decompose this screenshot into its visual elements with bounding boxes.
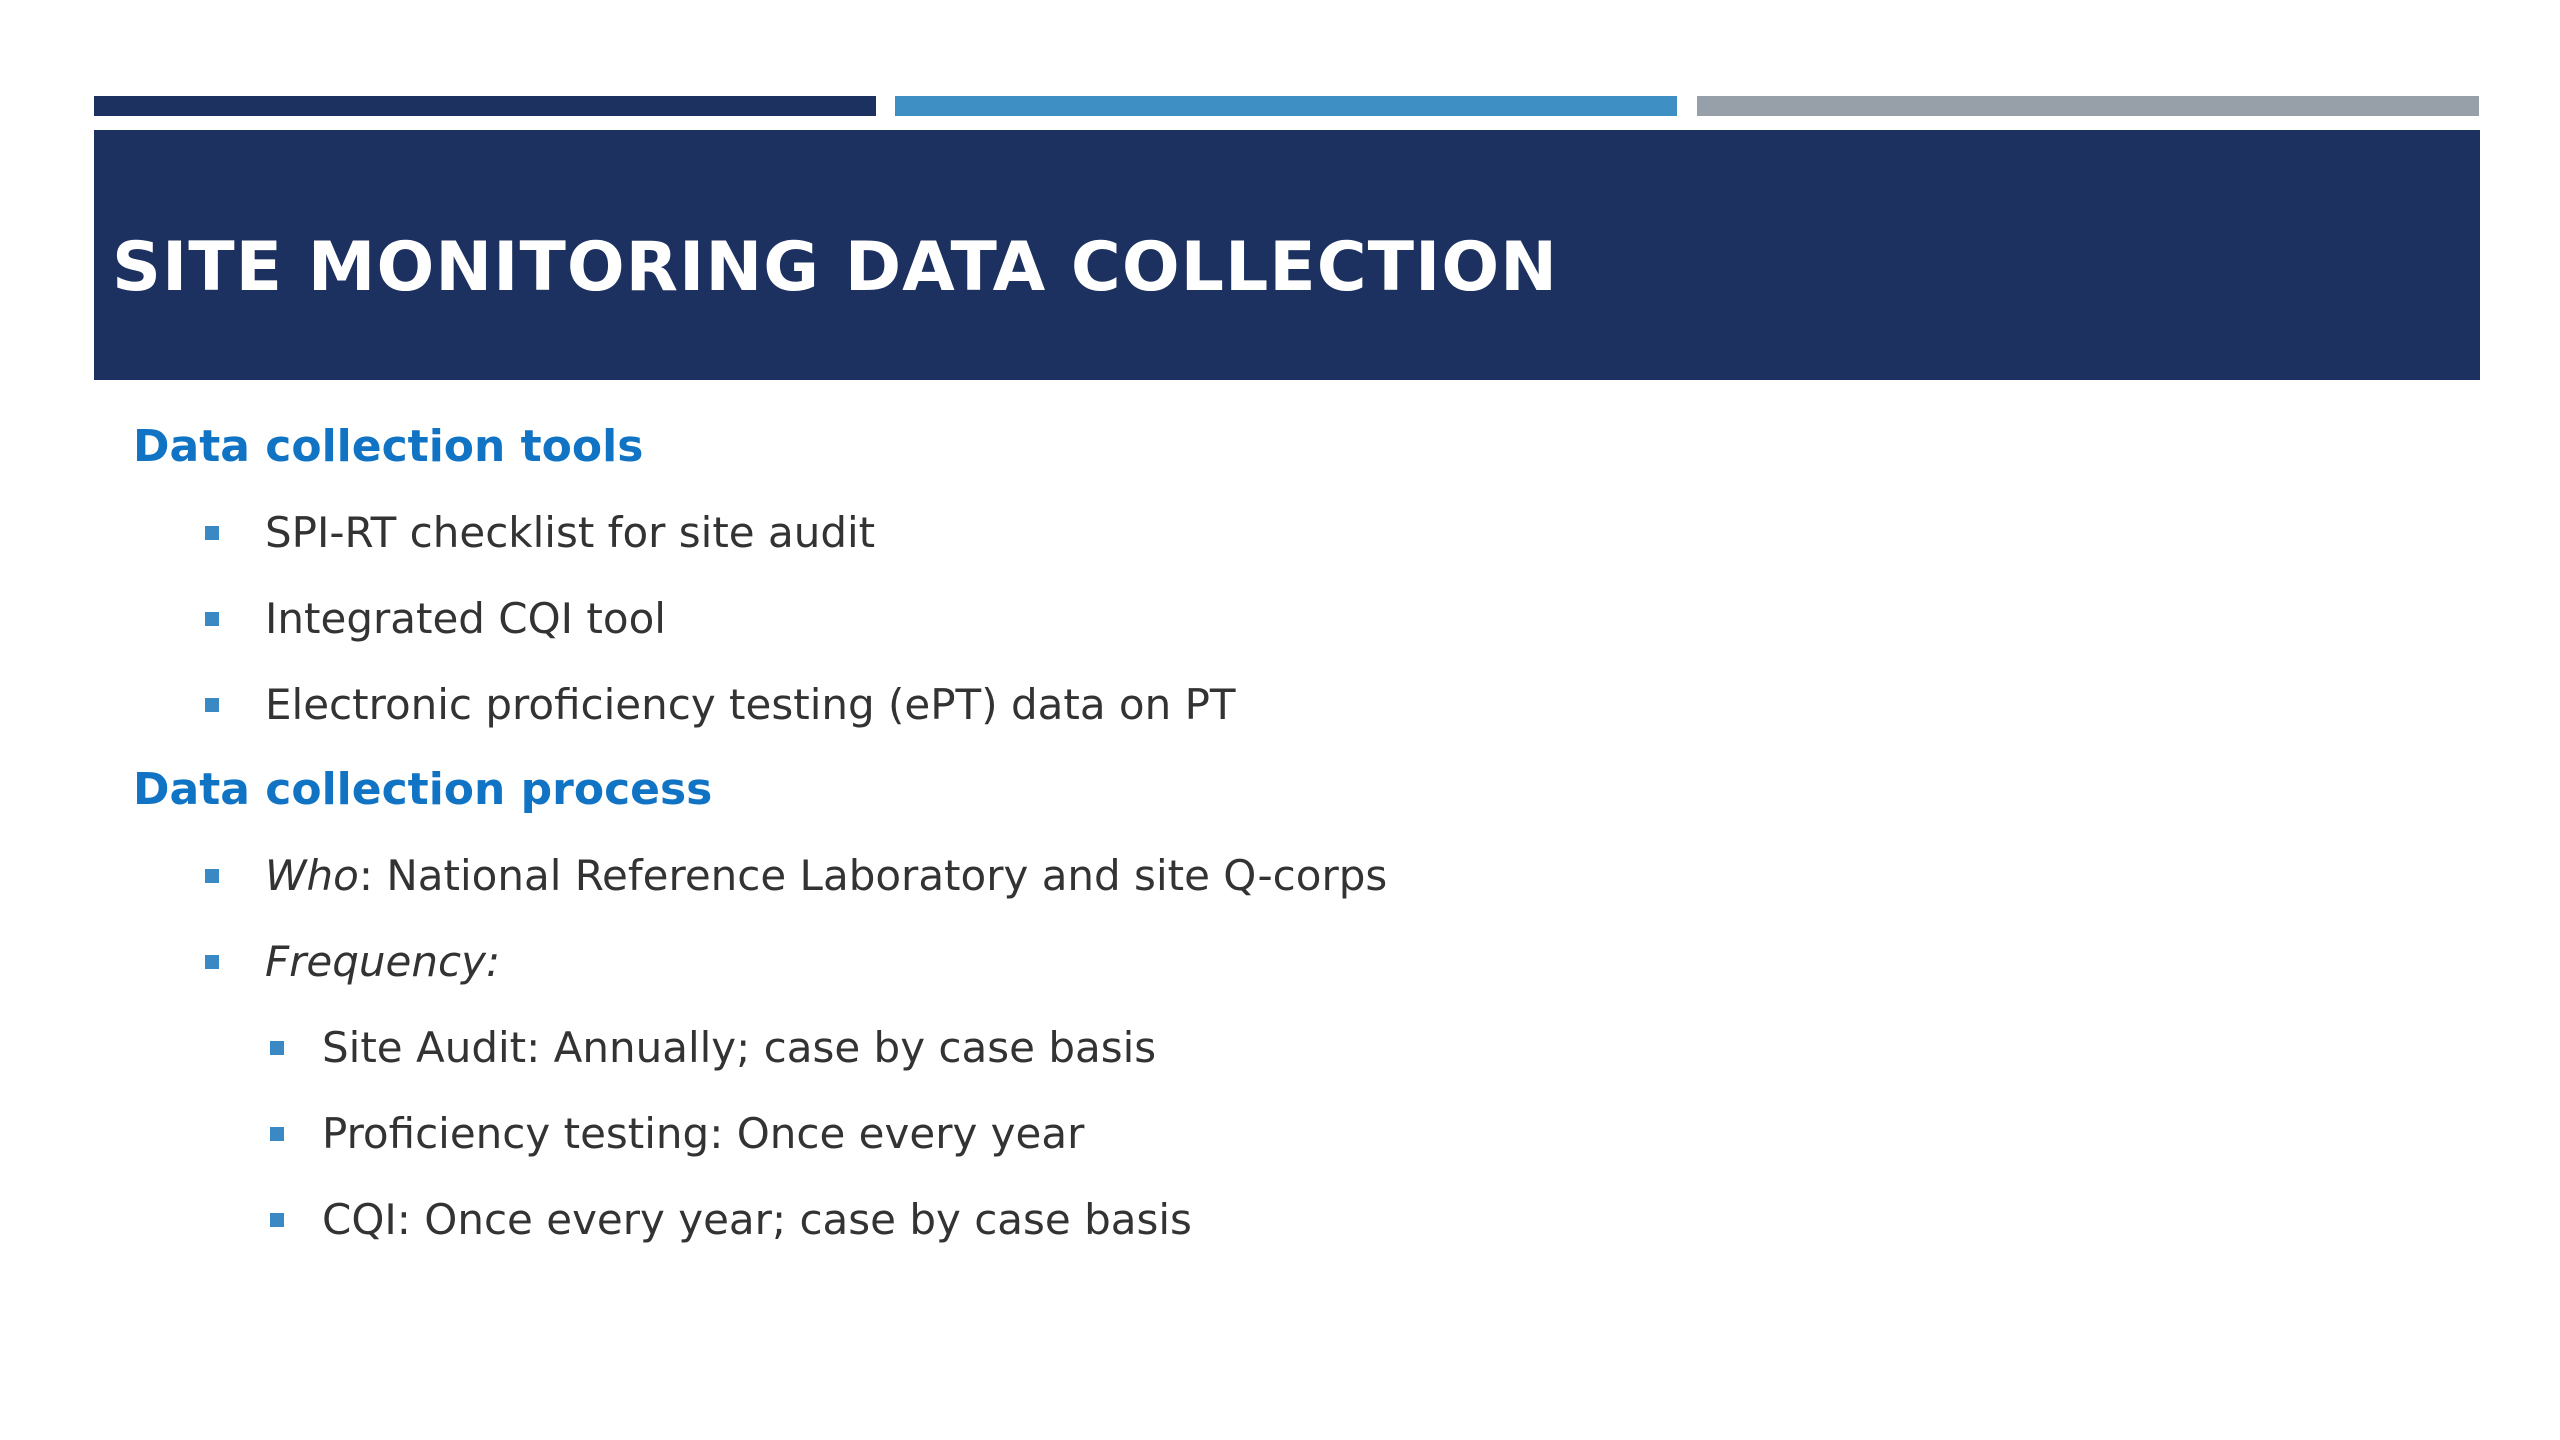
slide-title: SITE MONITORING DATA COLLECTION xyxy=(112,227,1559,307)
title-band xyxy=(94,130,2480,380)
accent-bar-gray xyxy=(1697,96,2479,116)
bullet-square-icon xyxy=(205,698,219,712)
bullet-square-icon xyxy=(270,1213,284,1227)
bullet-square-icon xyxy=(205,526,219,540)
sub-list-item-text: CQI: Once every year; case by case basis xyxy=(322,1195,1192,1244)
bullet-square-icon xyxy=(270,1041,284,1055)
list-item-text: SPI-RT checklist for site audit xyxy=(265,508,876,557)
list-item-text: Integrated CQI tool xyxy=(265,594,666,643)
bullet-square-icon xyxy=(205,869,219,883)
sub-list-item-text: Proficiency testing: Once every year xyxy=(322,1109,1085,1158)
who-label: Who xyxy=(265,851,359,900)
bullet-square-icon xyxy=(270,1127,284,1141)
frequency-label: Frequency: xyxy=(265,937,501,986)
accent-bar-navy xyxy=(94,96,876,116)
bullet-square-icon xyxy=(205,612,219,626)
bullet-square-icon xyxy=(205,955,219,969)
list-item-text: Electronic proficiency testing (ePT) data on PT xyxy=(265,680,1236,729)
who-text: : National Reference Laboratory and site Q-corps xyxy=(358,851,1388,900)
section-heading-process: Data collection process xyxy=(133,764,713,815)
section-heading-tools: Data collection tools xyxy=(133,421,644,472)
accent-bar-blue xyxy=(895,96,1677,116)
sub-list-item-text: Site Audit: Annually; case by case basis xyxy=(322,1023,1157,1072)
